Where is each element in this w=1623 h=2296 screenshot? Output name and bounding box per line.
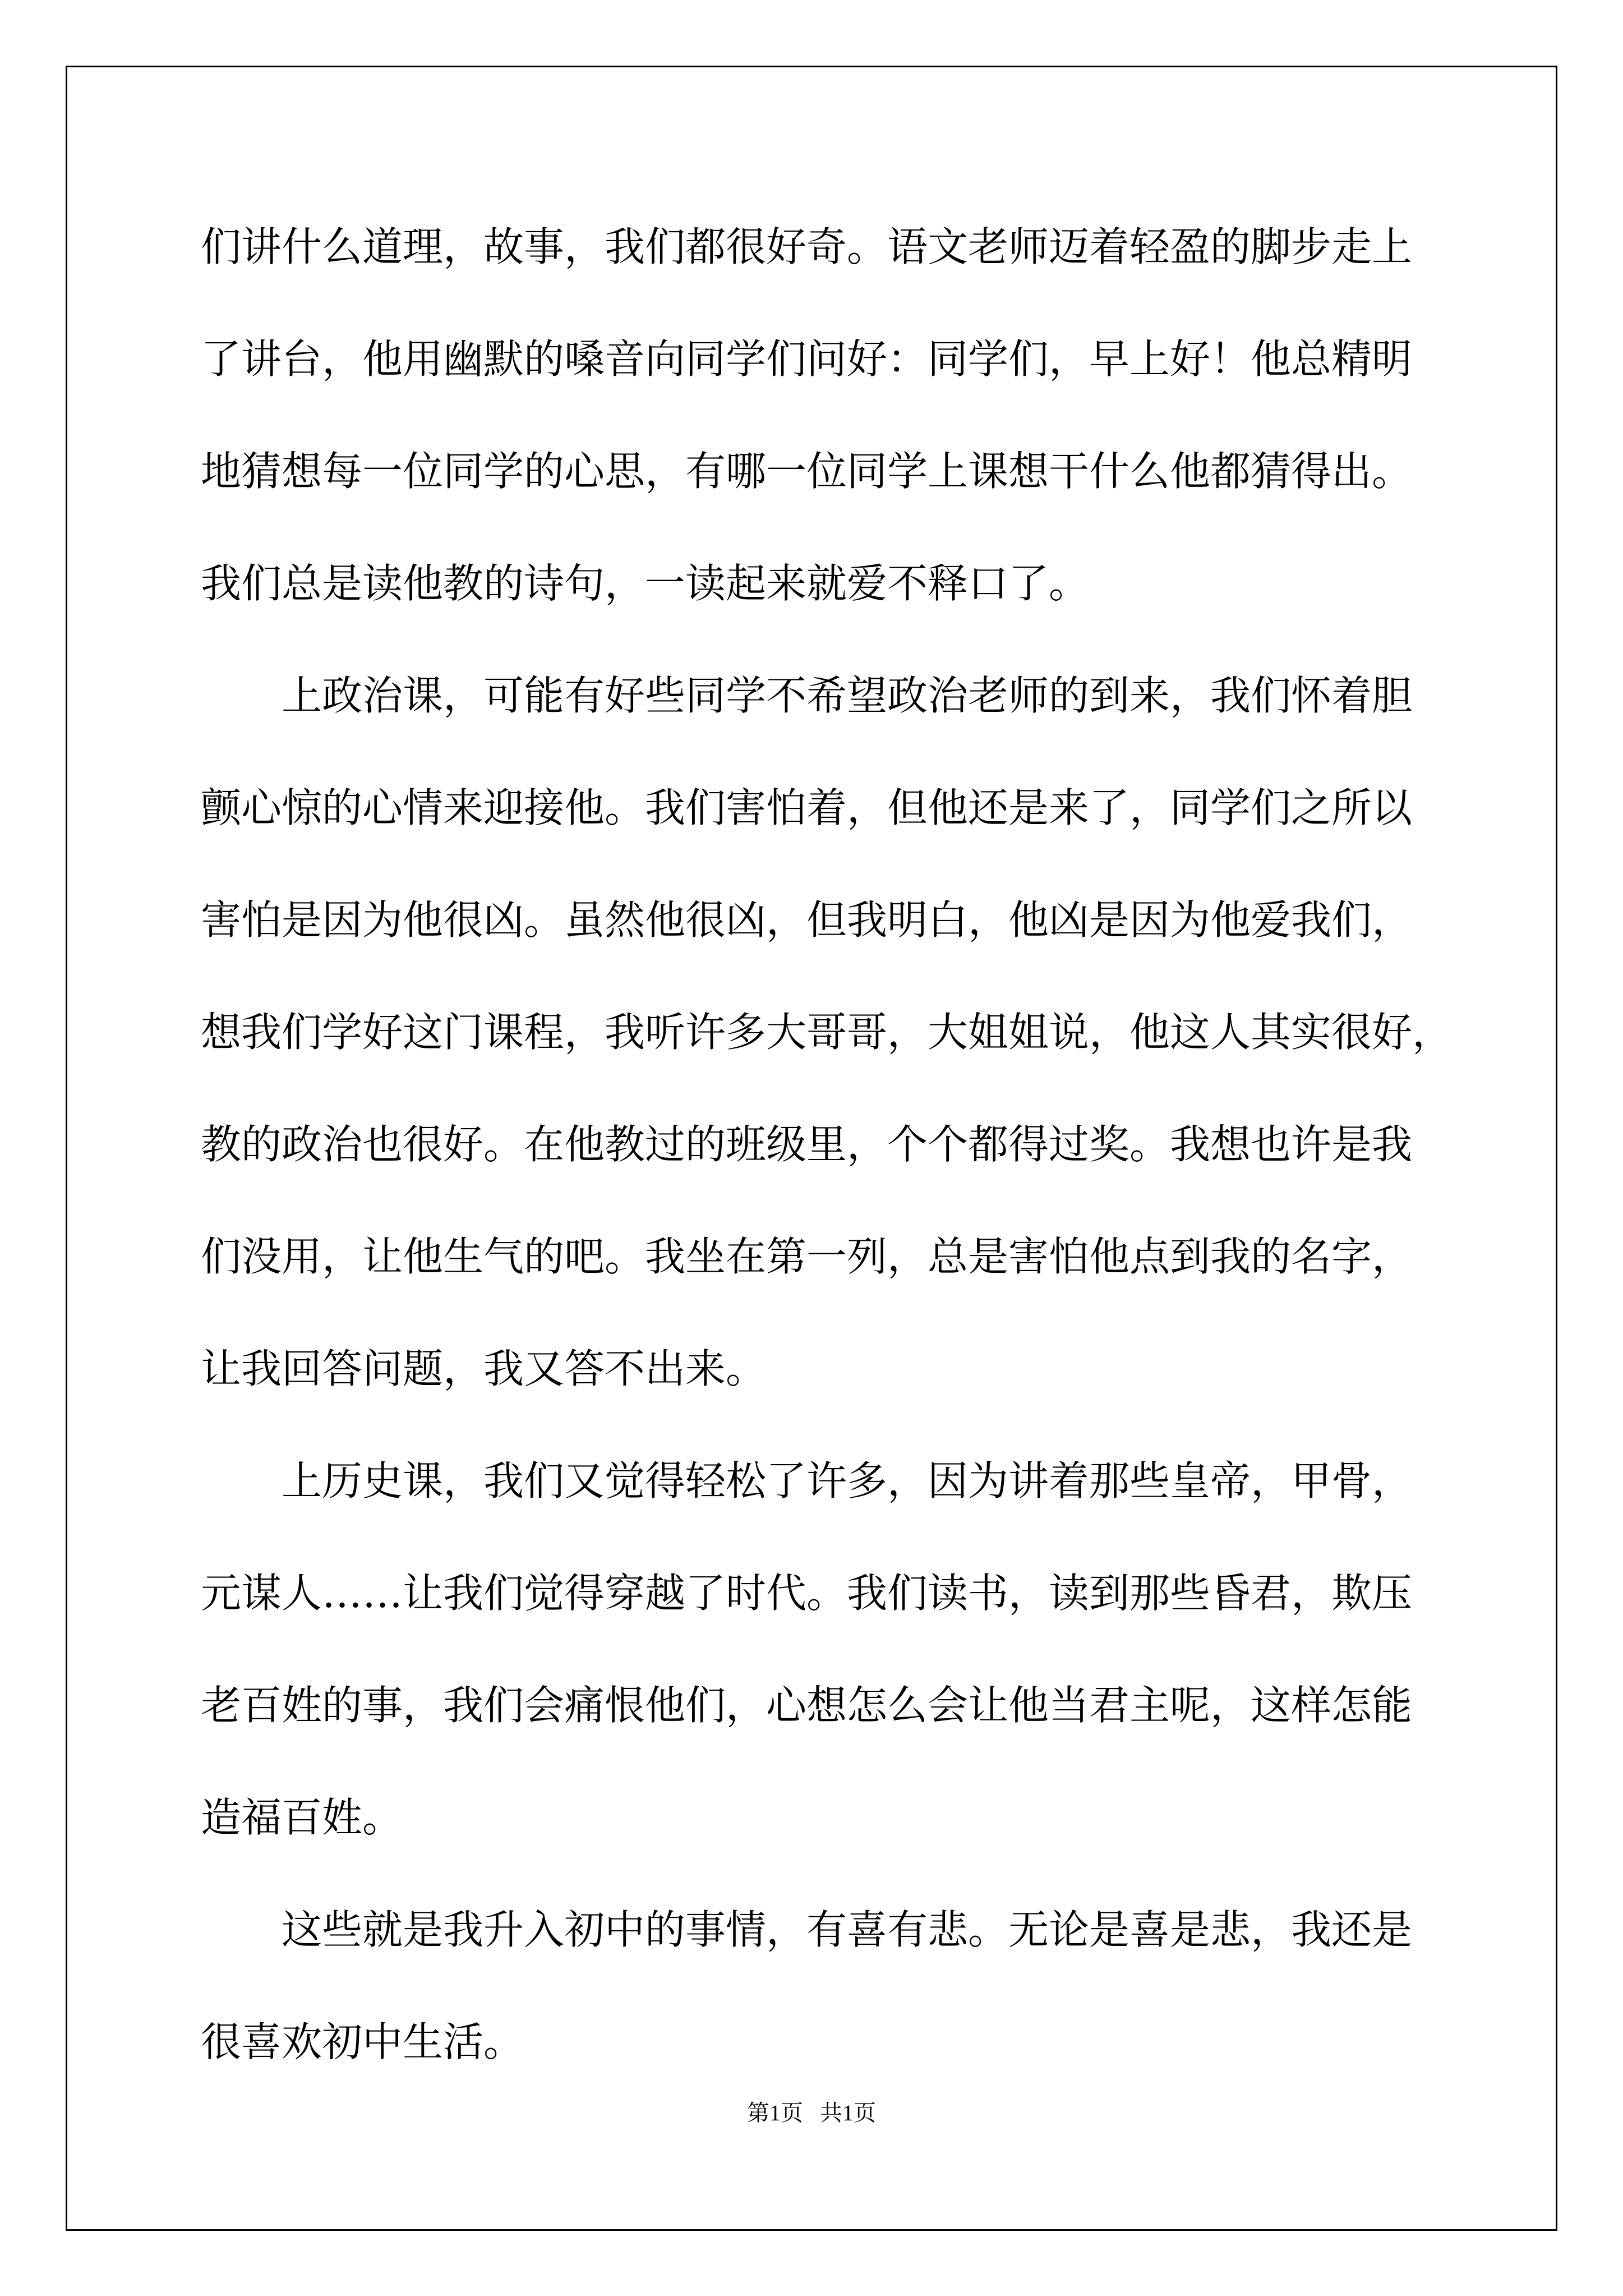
text-line: 让我回答问题，我又答不出来。 [201, 1345, 767, 1392]
text-line: 们没用，让他生气的吧。我坐在第一列，总是害怕他点到我的名字， [201, 1233, 1413, 1280]
text-line: 造福百姓。 [201, 1794, 403, 1841]
page-number: 第1页 [747, 2100, 803, 2125]
text-line: 上政治课，可能有好些同学不希望政治老师的到来，我们怀着胆 [282, 672, 1413, 719]
text-line: 元谋人……让我们觉得穿越了时代。我们读书，读到那些昏君，欺压 [201, 1570, 1413, 1617]
text-line: 害怕是因为他很凶。虽然他很凶，但我明白，他凶是因为他爱我们， [201, 896, 1413, 944]
paragraph [201, 219, 1468, 668]
text-line: 我们总是读他教的诗句，一读起来就爱不释口了。 [201, 560, 1090, 607]
text-line: 这些就是我升入初中的事情，有喜有悲。无论是喜是悲，我还是 [282, 1906, 1413, 1953]
document-body [201, 219, 1468, 2126]
text-line: 们讲什么道理，故事，我们都很好奇。语文老师迈着轻盈的脚步走上 [201, 223, 1413, 270]
text-line: 想我们学好这门课程，我听许多大哥哥，大姐姐说，他这人其实很好， [201, 1009, 1453, 1056]
text-line: 老百姓的事，我们会痛恨他们，心想怎么会让他当君主呢，这样怎能 [201, 1682, 1413, 1729]
page-footer [0, 2095, 1623, 2127]
paragraph [201, 1902, 1468, 2126]
text-line: 很喜欢初中生活。 [201, 2018, 524, 2065]
text-line: 颤心惊的心情来迎接他。我们害怕着，但他还是来了，同学们之所以 [201, 784, 1413, 831]
text-line: 地猜想每一位同学的心思，有哪一位同学上课想干什么他都猜得出。 [201, 448, 1413, 495]
page-total: 共1页 [820, 2100, 876, 2125]
text-line: 上历史课，我们又觉得轻松了许多，因为讲着那些皇帝，甲骨， [282, 1457, 1413, 1504]
text-line: 教的政治也很好。在他教过的班级里，个个都得过奖。我想也许是我 [201, 1121, 1413, 1168]
paragraph [201, 668, 1468, 1453]
paragraph [201, 1453, 1468, 1902]
text-line: 了讲台，他用幽默的嗓音向同学们问好：同学们，早上好！他总精明 [201, 335, 1413, 383]
